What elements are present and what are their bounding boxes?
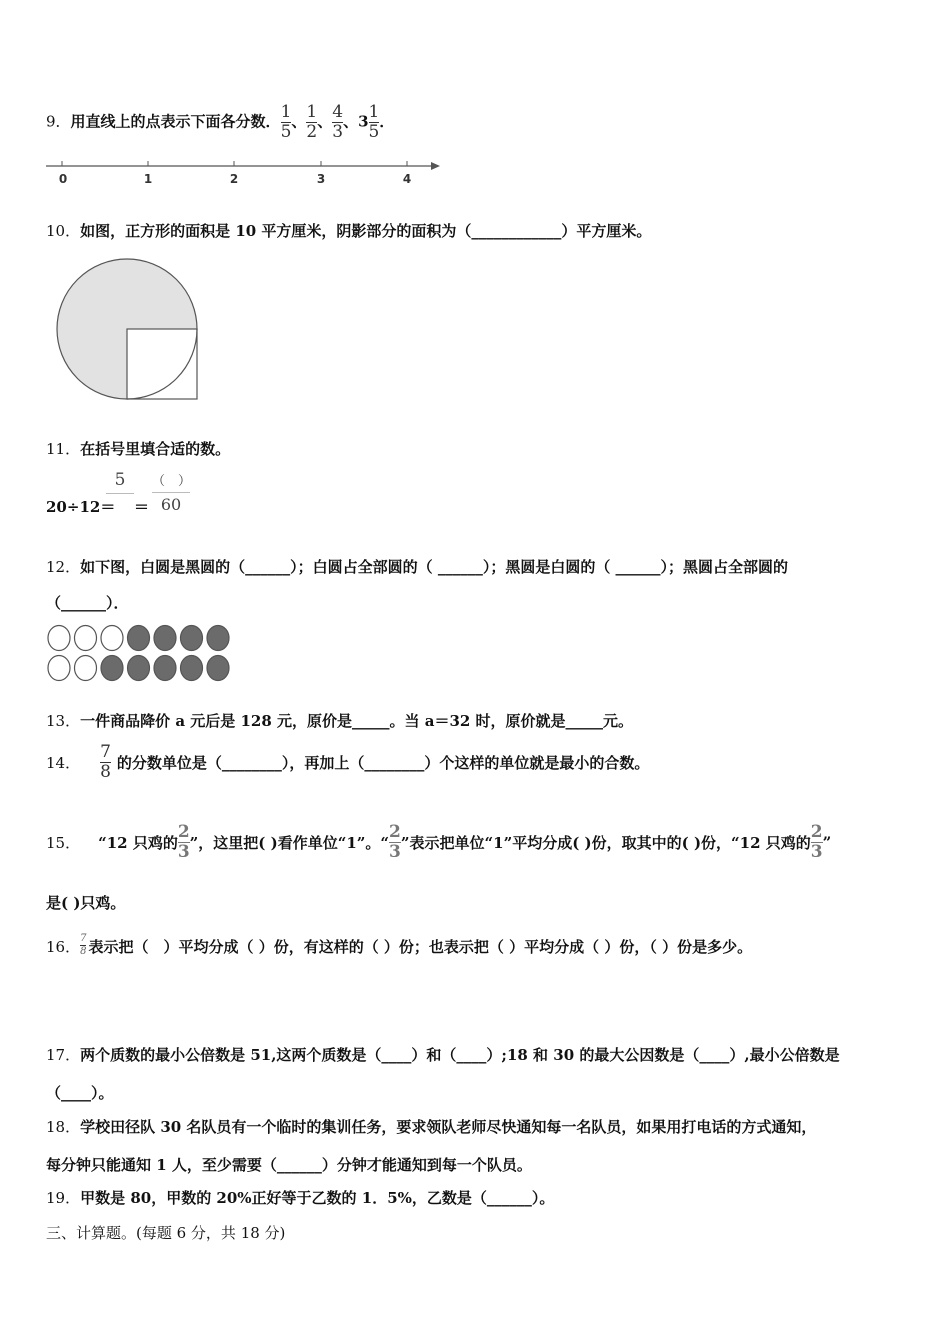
black-circle [154, 626, 176, 651]
q15-fraction: $\frac{2}{3}$ [810, 822, 823, 862]
q9-mixed-frac: $\frac{1}{5}$ [368, 102, 380, 142]
q9-sep: 、 [291, 112, 307, 131]
q16-number: 16． [46, 938, 81, 956]
q18-number: 18． [46, 1118, 81, 1136]
q9-end: ． [379, 112, 395, 131]
q19 [46, 1187, 554, 1208]
q10 [46, 220, 651, 241]
tick-label: 4 [402, 172, 412, 186]
black-circle [101, 656, 123, 681]
q14-text: 的分数单位是（________），再加上（________）个这样的单位就是最小的合数。 [116, 754, 650, 772]
q14 [46, 744, 649, 781]
q14-fraction: $\frac{7}{8}$ [100, 742, 111, 782]
black-circle [128, 626, 150, 651]
q12-line2: （______）． [46, 594, 129, 612]
q15-part3: ”表示把单位“1”平均分成( )份，取其中的( )份，“12 只鸡的 [400, 834, 811, 852]
q10-text: 如图，正方形的面积是 10 平方厘米，阴影部分的面积为（____________）平方厘米。 [80, 222, 652, 240]
q15-fraction: $\frac{2}{3}$ [389, 822, 401, 862]
tick-label: 0 [58, 172, 68, 186]
white-circle [101, 626, 123, 651]
white-circle [75, 656, 97, 681]
circle-square-figure [52, 254, 202, 404]
black-circle [207, 656, 229, 681]
q9-mixed-whole: 3 [358, 112, 369, 131]
q10-number: 10． [46, 222, 81, 240]
number-line-arrow [431, 162, 440, 170]
q12-line1 [46, 556, 788, 577]
q16-text: 表示把（ ）平均分成（ ）份，有这样的（ ）份；也表示把（ ）平均分成（ ）份，（ ）份是多少。 [88, 938, 753, 956]
q18-line2: 每分钟只能通知 1 人，至少需要（______）分钟才能通知到每一个队员。 [46, 1156, 532, 1174]
black-circle [181, 626, 203, 651]
q9-frac-3: $\frac{4}{3}$ [332, 102, 344, 142]
q11-frac-1 [106, 470, 134, 494]
q11-frac-1-bar [106, 493, 134, 494]
black-circle [181, 656, 203, 681]
q15-part1: “12 只鸡的 [98, 834, 178, 852]
q9-text: 用直线上的点表示下面各分数． [70, 112, 281, 131]
section-3-heading: 三、计算题。(每题 6 分，共 18 分) [46, 1224, 286, 1242]
q17-text: 两个质数的最小公倍数是 51,这两个质数是（____）和（____）;18 和 30 的最大公因数是（____）,最小公倍数是 [80, 1046, 840, 1064]
q9 [46, 104, 394, 141]
white-circle [48, 626, 70, 651]
q18-line1 [46, 1116, 816, 1137]
black-circle [154, 656, 176, 681]
q15-number: 15． [46, 834, 81, 852]
black-circle [128, 656, 150, 681]
q15-line2: 是( )只鸡。 [46, 894, 126, 912]
q11-text: 在括号里填合适的数。 [80, 440, 231, 458]
q11-frac-2-denominator: 60 [160, 495, 182, 514]
tick-label: 2 [229, 172, 239, 186]
q19-text: 甲数是 80，甲数的 20%正好等于乙数的 1．5%，乙数是（______）。 [80, 1189, 555, 1207]
q16 [46, 934, 752, 957]
q13-number: 13． [46, 712, 81, 730]
q17-line1 [46, 1044, 840, 1065]
q11-frac-2 [152, 470, 190, 514]
q11-number: 11． [46, 440, 81, 458]
circles-figure [46, 623, 236, 683]
q17-number: 17． [46, 1046, 81, 1064]
number-line [40, 158, 450, 190]
q12-number: 12． [46, 558, 81, 576]
q13-text: 一件商品降价 a 元后是 128 元，原价是_____。当 a＝32 时，原价就是_____元。 [80, 712, 634, 730]
q12-text: 如下图，白圆是黑圆的（______）；白圆占全部圆的（ ______）；黑圆是白圆的（ ______）；黑圆占全部圆的 [80, 558, 789, 576]
q9-sep: 、 [317, 112, 333, 131]
q15-part2: ”，这里把( )看作单位“1”。“ [189, 834, 390, 852]
q13 [46, 710, 633, 731]
q15-line1 [46, 824, 831, 861]
q9-number: 9． [46, 112, 71, 131]
q11-frac-1-numerator: 5 [114, 470, 126, 490]
q15-fraction: $\frac{2}{3}$ [177, 822, 190, 862]
tick-label: 3 [316, 172, 326, 186]
q11-equals: ＝ [134, 498, 150, 516]
q18-text: 学校田径队 30 名队员有一个临时的集训任务，要求领队老师尽快通知每一名队员，如果用打电话的方式通知， [80, 1118, 817, 1136]
square [127, 329, 197, 399]
q14-number: 14． [46, 754, 81, 772]
q9-frac-1: $\frac{1}{5}$ [280, 102, 292, 142]
q11-equation-lhs: 20÷12＝ [46, 498, 116, 516]
q19-number: 19． [46, 1189, 81, 1207]
white-circle [48, 656, 70, 681]
black-circle [207, 626, 229, 651]
q9-sep: 、 [343, 112, 359, 131]
q17-line2: （____）。 [46, 1084, 114, 1102]
q11-frac-2-numerator: （ ） [152, 474, 192, 489]
tick-label: 1 [143, 172, 153, 186]
q9-frac-2: $\frac{1}{2}$ [306, 102, 318, 142]
q16-fraction: $\frac{7}{8}$ [80, 933, 87, 957]
white-circle [75, 626, 97, 651]
q15-part4: ” [822, 833, 832, 852]
q11-frac-2-bar [152, 492, 190, 493]
q11 [46, 438, 230, 459]
